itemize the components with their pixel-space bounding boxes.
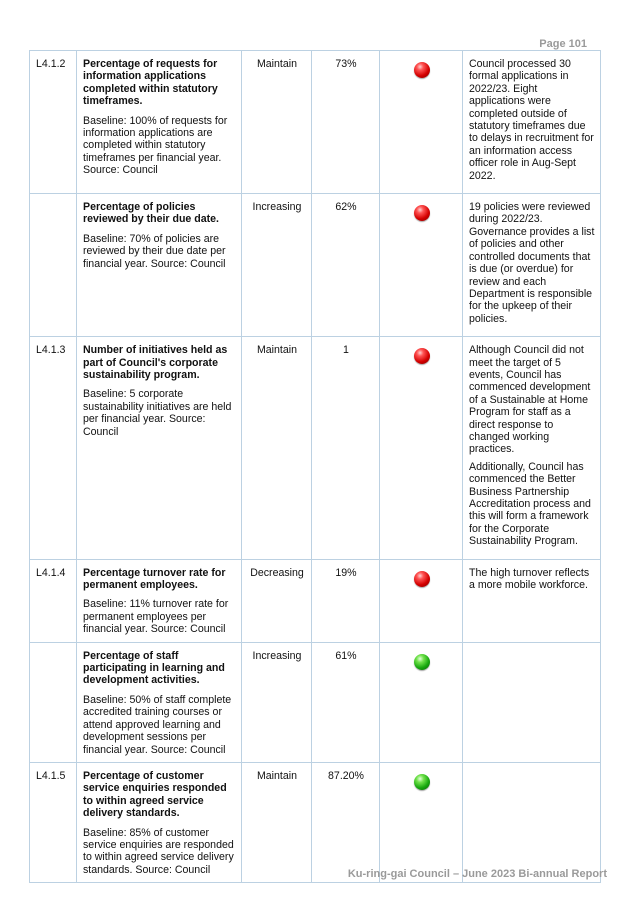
target-trend: Decreasing xyxy=(242,559,312,642)
measure-title: Percentage turnover rate for permanent employees. xyxy=(83,566,226,592)
comment-text: Council processed 30 formal applications in 2022/23. Eight applications were completed outside of statutory timeframes due to delays in recruitment for an information access officer role in Aug-Sept 2022. xyxy=(469,58,594,182)
measure-code: L4.1.4 xyxy=(30,559,77,642)
kpi-table xyxy=(29,50,601,883)
target-trend: Increasing xyxy=(242,642,312,762)
table-row xyxy=(30,762,601,882)
red-status-indicator-icon xyxy=(414,348,430,364)
measure-title: Percentage of customer service enquiries responded to within agreed service delivery standards. xyxy=(83,769,227,820)
result-value: 73% xyxy=(312,51,380,194)
table-row xyxy=(30,337,601,560)
measure-baseline: Baseline: 100% of requests for information applications are completed within statutory timeframes per financial year. Source: Council xyxy=(83,114,228,177)
red-status-indicator-icon xyxy=(414,205,430,221)
status-cell xyxy=(380,51,463,194)
comment-text: Additionally, Council has commenced the Better Business Partnership Accreditation process and this will form a framework for the Corporate Sustainability Program. xyxy=(469,460,591,548)
status-cell xyxy=(380,337,463,560)
measure-baseline: Baseline: 5 corporate sustainability initiatives are held per financial year. Source: Council xyxy=(83,388,232,438)
measure-title: Percentage of requests for information applications completed within statutory timeframes. xyxy=(83,58,218,108)
measure-description xyxy=(77,51,242,194)
measure-code xyxy=(30,642,77,762)
measure-description xyxy=(77,642,242,762)
result-value: 61% xyxy=(312,642,380,762)
comment-cell xyxy=(463,559,601,642)
green-status-indicator-icon xyxy=(414,654,430,670)
status-cell xyxy=(380,642,463,762)
measure-baseline: Baseline: 11% turnover rate for permanent employees per financial year. Source: Council xyxy=(83,598,229,636)
target-trend: Maintain xyxy=(242,51,312,194)
measure-baseline: Baseline: 50% of staff complete accredited training courses or attend approved learning and development sessions per financial year. Source: Council xyxy=(83,693,232,756)
measure-code: L4.1.5 xyxy=(30,762,77,882)
measure-title: Number of initiatives held as part of Council's corporate sustainability program. xyxy=(83,344,228,381)
comment-text: 19 policies were reviewed during 2022/23. Governance provides a list of policies and other controlled documents that is due (or overdue) for review and each Department is responsible for the upkeep of their policies. xyxy=(469,201,595,325)
table-row xyxy=(30,51,601,194)
measure-code: L4.1.3 xyxy=(30,337,77,560)
result-value: 62% xyxy=(312,194,380,337)
comment-cell xyxy=(463,762,601,882)
result-value: 1 xyxy=(312,337,380,560)
status-cell xyxy=(380,762,463,882)
measure-baseline: Baseline: 85% of customer service enquiries are responded to within agreed service delivery standards. Source: Council xyxy=(83,826,234,876)
table-row xyxy=(30,194,601,337)
measure-title: Percentage of policies reviewed by their due date. xyxy=(83,201,219,226)
comment-cell xyxy=(463,642,601,762)
result-value: 87.20% xyxy=(312,762,380,882)
comment-cell xyxy=(463,337,601,560)
page-number: Page 101 xyxy=(539,38,587,50)
table-row xyxy=(30,559,601,642)
measure-baseline: Baseline: 70% of policies are reviewed by their due date per financial year. Source: Council xyxy=(83,232,226,270)
comment-text: Although Council did not meet the target of 5 events, Council has commenced development of a Sustainable at Home Program for staff as a direct response to changed working practices. xyxy=(469,344,591,456)
measure-title: Percentage of staff participating in learning and development activities. xyxy=(83,649,225,687)
comment-text: The high turnover reflects a more mobile workforce. xyxy=(469,566,590,592)
measure-description xyxy=(77,762,242,882)
measure-code: L4.1.2 xyxy=(30,51,77,194)
report-footer: Ku-ring-gai Council – June 2023 Bi-annual Report xyxy=(347,868,607,880)
table-row xyxy=(30,642,601,762)
target-trend: Maintain xyxy=(242,762,312,882)
red-status-indicator-icon xyxy=(414,62,430,78)
measure-description xyxy=(77,194,242,337)
measure-description xyxy=(77,559,242,642)
status-cell xyxy=(380,559,463,642)
green-status-indicator-icon xyxy=(414,774,430,790)
comment-cell xyxy=(463,51,601,194)
measure-description xyxy=(77,337,242,560)
status-cell xyxy=(380,194,463,337)
target-trend: Maintain xyxy=(242,337,312,560)
measure-code xyxy=(30,194,77,337)
target-trend: Increasing xyxy=(242,194,312,337)
comment-cell xyxy=(463,194,601,337)
result-value: 19% xyxy=(312,559,380,642)
red-status-indicator-icon xyxy=(414,571,430,587)
